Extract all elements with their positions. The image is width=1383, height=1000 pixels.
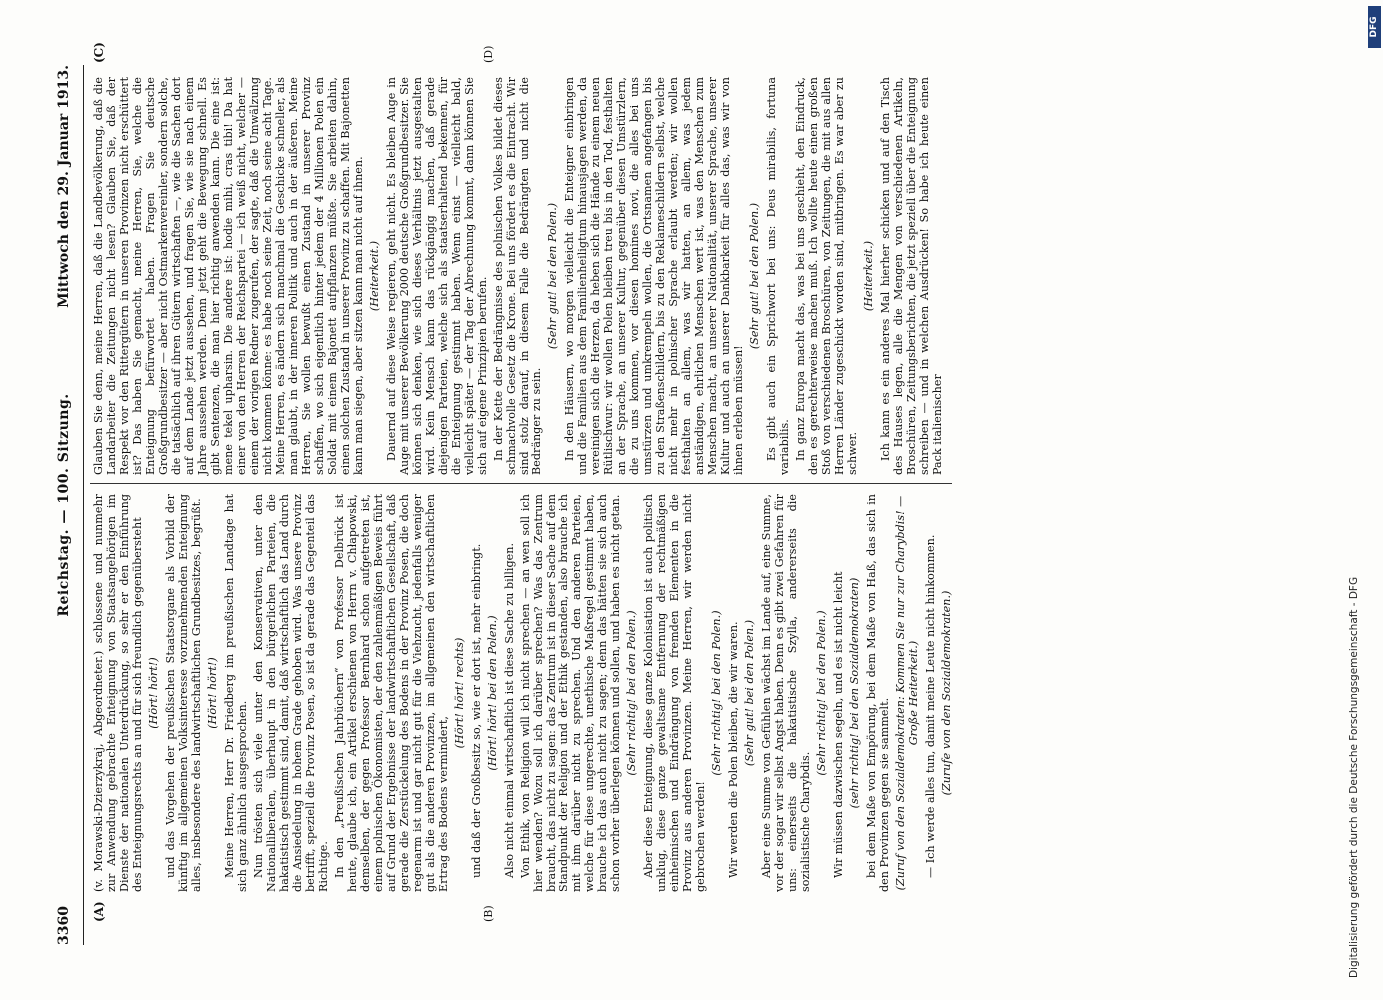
interjection: (Heiterkeit.) bbox=[862, 240, 876, 312]
dfg-logo bbox=[1368, 6, 1381, 48]
paragraph: Aber diese Enteignung, diese ganze Kolonisation ist auch politisch unklug, diese ganze gewaltsame Entfernung der rechtmäßigen einheimischen und Eindrängung von fremden Elementen in die Provinz aus anderen Provinzen. Meine Herren, wir werden nicht gebrochen werden! bbox=[642, 494, 708, 892]
interjection: (Hört! hört!) bbox=[205, 657, 219, 729]
interjection: (Hört! hört! rechts) bbox=[452, 637, 466, 749]
column-divider bbox=[90, 483, 952, 484]
paragraph: Also nicht einmal wirtschaftlich ist diese Sache zu billigen. bbox=[502, 542, 516, 878]
paragraph: Glauben Sie denn, meine Herren, daß die Landbevölkerung, daß die Landarbeiter die Zeitungen nicht lesen? Glauben Sie, daß der Respekt vor den Rittergütern in unseren Provinzen nicht erschüttert ist? Das haben Sie gemacht, meine Herren, Sie, welche die Enteignung befürwortet haben. Fragen Sie deutsche Großgrundbesitzer — aber nicht Ostmarkenvereinler, sondern solche, die tatsächlich auf ihren Gütern wirtschaften —, wie die Sachen dort auf dem Lande jetzt aussehen, und fragen Sie, wie sie nach einem Jahre aussehen werden. Denn jetzt geht die Bewegung schnell. Es gibt Sentenzen, die man hier richtig anwenden kann. Die eine ist: mene tekel upharsin. Die andere ist: hodie mihi, cras tibi! Da hat einer von den Herren der Reichspartei — ich weiß nicht, welcher — einem der vorigen Redner zugerufen, der sagte, daß die Umwälzung nicht kommen könne: es habe noch seine Zeit, noch seine acht Tage. Meine Herren, es ändern sich manchmal die Geschicke schneller, als man glaubt, in der inneren Politik und auch in der äußeren. Meine Herren, Sie wollen bewußt einen Zustand in unserer Provinz schaffen, wo sich eigentlich hinter jedem der 4 Millionen Polen ein Soldat mit einem Bajonett aufpflanzen müßte. Sie arbeiten dahin, einen solchen Zustand in unserer Provinz zu schaffen. Mit Bajonetten kann man siegen, aber sitzen kann man nicht auf ihnen. bbox=[92, 77, 365, 475]
paragraph: Wir müssen dazwischen segeln, und es ist nicht leicht bbox=[832, 571, 846, 878]
paragraph: (v. Morawski-Dzierzykraj, Abgeordneter.) schlossene und nunmehr zur Anwendung gebrachte Enteignung von Staatsangehörigen im Dienste der nationalen Unterdrückung, so sehr er den Einführung des Enteignungsrechts an und für sich freundlich gegenübersteht bbox=[92, 494, 144, 892]
paragraph: — Ich werde alles tun, damit meine Leute nicht hinkommen. bbox=[924, 534, 938, 878]
paragraph: bei dem Maße von Empörung, bei dem Maße von Haß, das sich in den Provinzen gegen sie sammelt. bbox=[865, 494, 892, 892]
margin-marker-a: (A) bbox=[92, 901, 106, 922]
interjection: (Heiterkeit.) bbox=[367, 240, 381, 312]
interjection: (Hört! hört!) bbox=[146, 657, 160, 729]
paragraph: Ich kann es ein anderes Mal hierher schicken und auf den Tisch des Hauses legen, alle die Mengen von verschiedenen Artikeln, Broschüren, Zeitungsberichten, die jetzt speziell über die Enteignung schreiben — und in welchen Ausdrücken! So habe ich heute einen Pack italienischer bbox=[879, 77, 945, 475]
interjection: (Sehr richtig! bei den Polen.) bbox=[710, 610, 724, 776]
paragraph: Von Ethik, von Religion will ich nicht sprechen — an wen soll ich hier wenden? Wozu soll ich darüber sprechen? Was das Zentrum braucht, das nicht zu sagen: das Zentrum ist in dieser Sache auf dem Standpunkt der Religion und der Ethik gestanden, also brauche ich mit ihm darüber nicht zu sprechen. Und den anderen Parteien, welche für diese ungerechte, unethische Maßregel gestimmt haben, brauche ich das auch nicht zu sagen; denn das hätten sie sich auch schon vorher überlegen können und sollen, und haben es nicht getan. bbox=[518, 494, 623, 892]
session-title: Reichstag. — 100. Sitzung. bbox=[56, 393, 72, 617]
paragraph: In den Häusern, wo morgen vielleicht die Enteigner einbringen und die Familien aus dem Familienheiligtum hinausjagen werden, da vereinigen sich die Herzen, da heben sich die Hände zu einem neuen Rütlischwur: wir wollen Polen bleiben treu bis in den Tod, festhalten an der Sprache, an unserer Kultur, gegenüber diesen Umstürzlern, die zu uns kommen, vor diesen homines novi, die alles bei uns umstürzen und umkrempeln wollen, die Ortsnamen angefangen bis zu den Straßenschildern, bis zu den Reklameschildern selbst, welche nicht mehr in polnischer Sprache erlaubt werden; wir wollen festhalten an allem, was wir hatten, an allem, was jedem anständigen, ehrlichen Menschen wert ist, was den Menschen zum Menschen macht, an unserer Nationalität, unserer Sprache, unserer Kultur und auch an unserer Dankbarkeit für alles das, was wir von ihnen erleben müssen! bbox=[563, 77, 746, 475]
paragraph: Dauernd auf diese Weise regieren, geht nicht. Es bleiben Auge in Auge mit unserer Bevölkerung 2000 deutsche Großgrundbesitzer. Sie können sich denken, wie sich dieses Verhältnis jetzt ausgestalten wird. Kein Mensch kann das rückgängig machen, daß gerade diejenigen Parteien, welche sich als staatserhaltend bekennen, für die Enteignung gestimmt haben. Wenn einst — vielleicht bald, vielleicht später — der Tag der Abrechnung kommt, dann können Sie sich auf eigene Prinzipien berufen. bbox=[384, 77, 489, 475]
interjection: (Zurufe von den Sozialdemokraten.) bbox=[940, 590, 954, 796]
margin-marker-d: (D) bbox=[482, 45, 495, 63]
paragraph: In den „Preußischen Jahrbüchern“ von Professor Delbrück ist heute, glaube ich, ein Artikel erschienen von Herrn v. Chłapowski, demselben, der gegen Professor Bernhard schon aufgetreten ist, einem polnischen Ökonomisten, der den zahlenmäßigen Beweis führt auf Grund der Ergebnisse der landwirtschaftlichen Gesellschaft, daß gerade die Zerstückelung des Bodens in der Provinz Posen, die doch regenarm ist und gar nicht gut für die Viehzucht, jedenfalls weniger gut als die anderen Provinzen, im allgemeinen den wirtschaftlichen Ertrag des Bodens vermindert, bbox=[332, 494, 450, 892]
paragraph: und das Vorgehen der preußischen Staatsorgane als Vorbild der künftig im allgemeinen Volksinteresse vorzunehmenden Enteignung alles, insbesondere des landwirtschaftlichen Grundbesitzes, begrüßt. bbox=[163, 494, 203, 892]
interjection: (Hört! hört! bei den Polen.) bbox=[485, 615, 499, 771]
paragraph: Wir werden die Polen bleiben, die wir waren. bbox=[727, 621, 741, 878]
header-rule bbox=[83, 65, 84, 945]
interjection: (Sehr gut! bei den Polen.) bbox=[743, 619, 757, 767]
session-date: Mittwoch den 29. Januar 1913. bbox=[56, 65, 72, 308]
interjection: (Sehr richtig! bei den Polen.) bbox=[815, 610, 829, 776]
credit-text: Digitalisierung gefördert durch die Deutsche Forschungsgemeinschaft - DFG bbox=[1348, 576, 1360, 978]
interjection: (Sehr gut! bei den Polen.) bbox=[546, 202, 560, 350]
margin-marker-b: (B) bbox=[482, 905, 495, 922]
paragraph: Meine Herren, Herr Dr. Friedberg im preußischen Landtage hat sich ganz ähnlich ausgesprochen. bbox=[222, 494, 249, 892]
right-column bbox=[92, 77, 952, 475]
digitization-credit bbox=[1347, 6, 1381, 994]
interjection: (Sehr richtig! bei den Polen.) bbox=[625, 610, 639, 776]
paragraph: Es gibt auch ein Sprichwort bei uns: Deus mirabilis, fortuna variabilis. bbox=[765, 77, 792, 475]
interjection: (sehr richtig! bei den Sozialdemokraten) bbox=[848, 577, 862, 809]
paragraph: und daß der Großbesitz so, wie er dort ist, mehr einbringt. bbox=[469, 543, 483, 878]
margin-marker-c: (C) bbox=[92, 42, 106, 63]
interjection: (Sehr gut! bei den Polen.) bbox=[748, 202, 762, 350]
page-header bbox=[56, 65, 80, 945]
paragraph: Nun trösten sich viele unter den Konservativen, unter den Nationalliberalen, überhaupt in den bürgerlichen Parteien, die hakatistisch gestimmt sind, damit, daß wirtschaftlich das Land durch die Ansiedelung in hohem Grade gehoben wird. Was unsere Provinz betrifft, speziell die Provinz Posen, so ist da gerade das Gegenteil das Richtige. bbox=[251, 494, 330, 892]
dfg-logo-text: DFG bbox=[1369, 16, 1379, 38]
paragraph: In ganz Europa macht das, was bei uns geschieht, den Eindruck, den es gerechterweise machen muß. Ich wollte heute einen großen Stoß von verschiedenen Broschüren, von Zeitungen, die mit aus allen Herren Länder zugeschickt worden sind, mitbringen. Es war aber zu schwer. bbox=[794, 77, 860, 475]
interjection: (Zuruf von den Sozialdemokraten: Kommen Sie nur zur Charybdis! — Große Heiterkeit.) bbox=[894, 495, 921, 891]
paragraph: Aber eine Summe von Gefühlen wächst im Lande auf, eine Summe, vor der sogar wir selbst Angst haben. Denn es gibt zwei Gefahren für uns: einerseits die hakatistische Szylla, andererseits die sozialistische Charybdis. bbox=[760, 494, 813, 892]
left-column bbox=[92, 494, 952, 892]
page-number: 3360 bbox=[56, 906, 72, 945]
paragraph: In der Kette der Bedrängnisse des polnischen Volkes bildet dieses schmachvolle Gesetz die Krone. Bei uns fördert es die Eintracht. Wir sind stolz darauf, in diesem Falle die Bedrängten und nicht die Bedränger zu sein. bbox=[491, 77, 544, 475]
